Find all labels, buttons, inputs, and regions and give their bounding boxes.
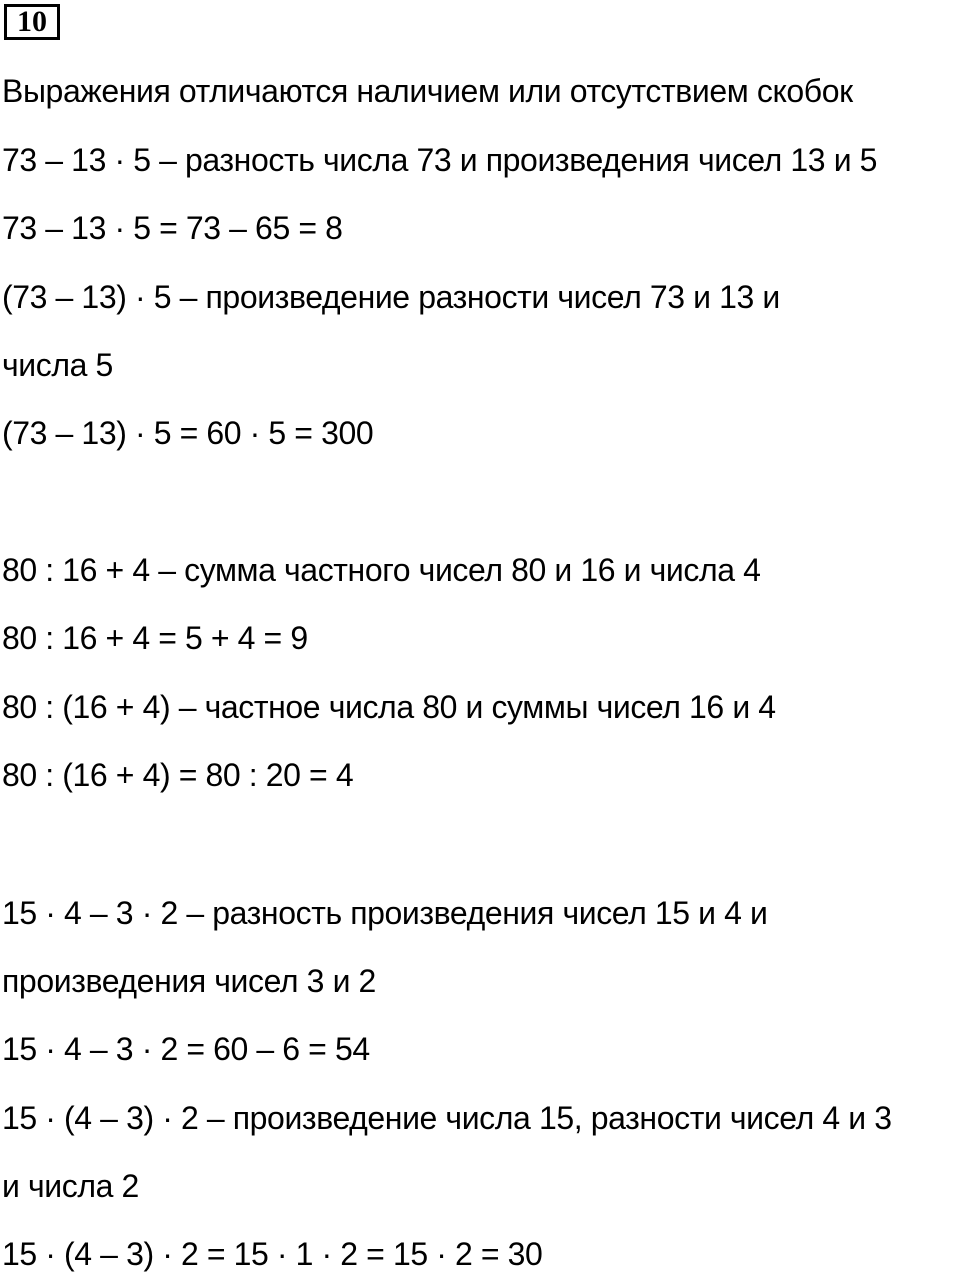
expression-line: 80 : (16 + 4) = 80 : 20 = 4 (2, 757, 354, 793)
expression-line: 73 – 13 · 5 = 73 – 65 = 8 (2, 210, 343, 246)
expression-line: числа 5 (2, 347, 113, 383)
task-number-box: 10 (4, 4, 60, 40)
expression-line: и числа 2 (2, 1168, 139, 1204)
expression-line: 15 · 4 – 3 · 2 – разность произведения чисел 15 и 4 и (2, 895, 768, 931)
expression-line: 73 – 13 · 5 – разность числа 73 и произведения чисел 13 и 5 (2, 142, 878, 178)
expression-line: 15 · 4 – 3 · 2 = 60 – 6 = 54 (2, 1031, 370, 1067)
expression-line: 80 : (16 + 4) – частное числа 80 и суммы чисел 16 и 4 (2, 689, 776, 725)
expression-line: (73 – 13) · 5 = 60 · 5 = 300 (2, 415, 374, 451)
expression-line: 80 : 16 + 4 – сумма частного чисел 80 и 16 и числа 4 (2, 552, 761, 588)
expression-line: произведения чисел 3 и 2 (2, 963, 376, 999)
expression-line: 15 · (4 – 3) · 2 – произведение числа 15, разности чисел 4 и 3 (2, 1100, 892, 1136)
expression-line: 80 : 16 + 4 = 5 + 4 = 9 (2, 620, 308, 656)
expression-line: (73 – 13) · 5 – произведение разности чисел 73 и 13 и (2, 279, 780, 315)
intro-line: Выражения отличаются наличием или отсутствием скобок (2, 73, 853, 109)
expression-line: 15 · (4 – 3) · 2 = 15 · 1 · 2 = 15 · 2 = 30 (2, 1236, 543, 1272)
